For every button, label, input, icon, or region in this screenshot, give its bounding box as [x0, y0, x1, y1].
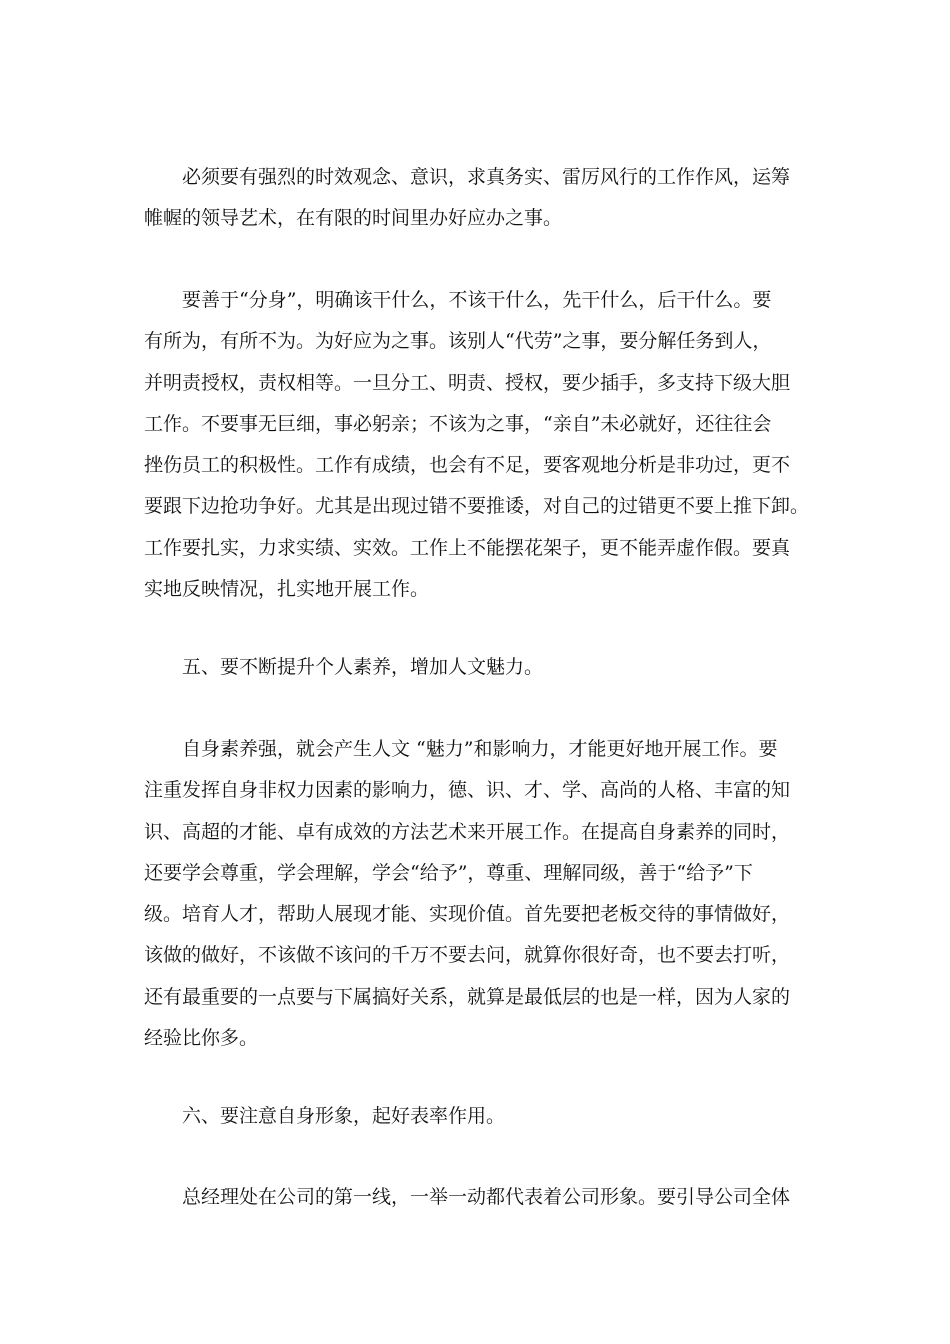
text-line: 级。培育人才，帮助人展现才能、实现价值。首先要把老板交待的事情做好， [144, 903, 791, 926]
paragraph-image-role [144, 1177, 814, 1218]
text-line: 必须要有强烈的时效观念、意识，求真务实、雷厉风行的工作作风，运筹 [182, 166, 791, 188]
section-heading-five [144, 647, 814, 688]
text-line: 要跟下边抢功争好。尤其是出现过错不要推诿，对自己的过错更不要上推下卸。 [144, 495, 810, 518]
paragraph-personal-quality [144, 729, 814, 1059]
paragraph-time-efficiency [144, 157, 814, 240]
text-line: 注重发挥自身非权力因素的影响力，德、识、才、学、高尚的人格、丰富的知 [144, 779, 791, 802]
text-line: 该做的做好，不该做不该问的千万不要去问，就算你很好奇，也不要去打听， [144, 944, 791, 967]
text-line: 帷幄的领导艺术，在有限的时间里办好应办之事。 [144, 207, 563, 230]
paragraph-delegation [144, 280, 814, 610]
text-line: 识、高超的才能、卓有成效的方法艺术来开展工作。在提高自身素养的同时， [144, 820, 791, 843]
text-line: 工作。不要事无巨细，事必躬亲；不该为之事，“亲自”未必就好，还往往会 [144, 412, 772, 435]
text-line: 实地反映情况，扎实地开展工作。 [144, 578, 430, 601]
text-line: 要善于“分身”，明确该干什么，不该干什么，先干什么，后干什么。要 [182, 289, 772, 311]
text-line: 经验比你多。 [144, 1027, 259, 1050]
text-line: 挫伤员工的积极性。工作有成绩，也会有不足，要客观地分析是非功过，更不 [144, 454, 791, 477]
text-line: 还有最重要的一点要与下属搞好关系，就算是最低层的也是一样，因为人家的 [144, 985, 791, 1008]
text-line: 总经理处在公司的第一线，一举一动都代表着公司形象。要引导公司全体 [182, 1186, 791, 1208]
text-line: 自身素养强，就会产生人文 “魅力”和影响力，才能更好地开展工作。要 [182, 738, 778, 760]
text-line: 工作要扎实，力求实绩、实效。工作上不能摆花架子，更不能弄虚作假。要真 [144, 536, 791, 559]
text-line: 并明责授权，责权相等。一旦分工、明责、授权，要少插手，多支持下级大胆 [144, 371, 791, 394]
text-line: 还要学会尊重，学会理解，学会“给予”，尊重、理解同级，善于“给予”下 [144, 861, 753, 884]
heading-text: 五、要不断提升个人素养，增加人文魅力。 [182, 656, 544, 678]
section-heading-six [144, 1096, 814, 1137]
text-line: 有所为，有所不为。为好应为之事。该别人“代劳”之事，要分解任务到人， [144, 330, 772, 353]
heading-text: 六、要注意自身形象，起好表率作用。 [182, 1105, 506, 1127]
